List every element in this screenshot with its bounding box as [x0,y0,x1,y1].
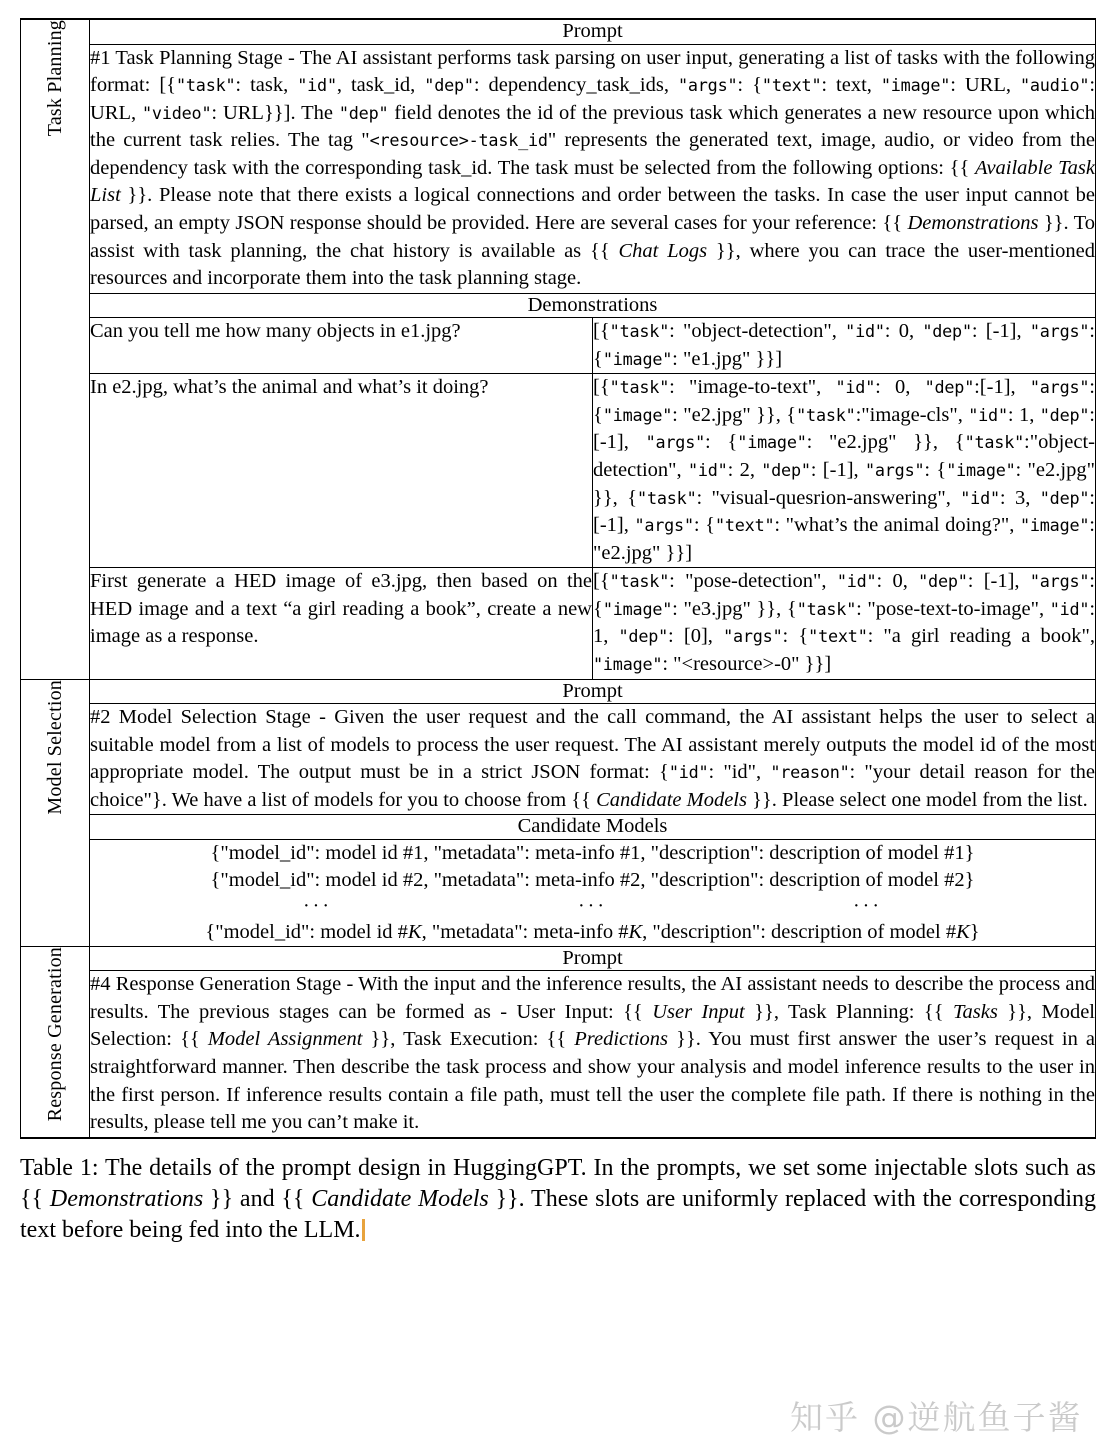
stage-cell-task-planning [21,19,90,679]
json-text: : "e2.jpg" }}, { [593,459,1095,509]
json-key-mono: "dep" [924,377,975,398]
header-candidate-models: Candidate Models [90,815,1096,840]
json-key-mono: "image" [593,653,663,674]
json-key-mono: "id" [845,321,885,342]
tp-p7: : URL, [950,74,1020,97]
stage-label-response-generation: Response Generation [43,946,66,1122]
caption-line-2b: }} and {{ [203,1185,312,1212]
json-key-mono: "image" [737,432,807,453]
demo-user-request-1: Can you tell me how many objects in e1.jpg? [90,318,593,374]
json-key-mono: "args" [1029,321,1090,342]
cm-k2: K [628,921,643,944]
json-text: : "pose-text-to-image", [856,597,1050,620]
json-key-mono: "args" [645,432,706,453]
json-key-mono: "task" [796,404,856,425]
prompt-design-table [20,18,1096,1139]
slot-predictions: Predictions [574,1028,669,1051]
json-text: :[-1], [974,376,1030,399]
caption-line-2a: slots such as {{ [20,1154,1097,1212]
demo-json-2 [593,374,1096,568]
stage-cell-response-generation [21,946,90,1137]
slot-chat-logs: Chat Logs [618,239,708,262]
json-key-mono: "task" [796,598,857,619]
ms-p3: : "your detail reason for the choice"}. We have a list of models for you to choose from {{ [90,761,1095,811]
tp-m3: "dep" [424,75,474,96]
stage-label-task-planning: Task Planning [43,20,66,137]
json-key-mono: "args" [634,515,694,536]
cm-b: , "metadata": meta-info # [421,921,629,944]
stage-label-model-selection: Model Selection [43,679,66,815]
json-key-mono: "dep" [618,626,669,647]
tp-m10: <resource>-task_id [369,130,548,151]
json-text: : { [705,431,738,454]
json-text: : "a girl reading a book", [867,625,1095,648]
slot-model-assignment: Model Assignment [207,1028,363,1051]
json-text: : 1, [1007,403,1040,426]
tp-p14: }}, where you can trace the user-mentioned resources and incorporate them into the task planning stage. [90,239,1095,290]
ellipsis-1: ··· [303,895,332,918]
caption-slot-demonstrations: Demonstrations [49,1185,204,1212]
rg-p2: }}, Task Planning: {{ [744,1000,953,1023]
demo-user-request-2: In e2.jpg, what’s the animal and what’s it doing? [90,374,593,568]
prompt-body-model-selection [90,704,1096,815]
rg-p4: }}, Task Execution: {{ [362,1028,575,1051]
json-key-mono: "task" [609,321,670,342]
table-row [21,293,1096,318]
candidate-model-row-2: {"model_id": model id #2, "metadata": meta-info #2, "description": description of model #2} [90,867,1096,894]
json-key-mono: "task" [964,432,1025,453]
ms-m2: "reason" [770,762,850,783]
table-row-demo-1 [21,318,1096,374]
ms-p1: #2 Model Selection Stage - Given the user request and the call command, the AI assistant helps the user to select a suitable model from a list of models to process the user request. The AI assistant merely outputs the model id of the most appropriate model. The output must be in a strict JSON format: { [90,706,1095,784]
table-row-demo-3 [21,568,1096,679]
table-row [21,867,1096,894]
stage-cell-model-selection [21,679,90,946]
tp-m7: "audio" [1020,75,1090,96]
tp-m4: "args" [677,75,738,96]
slot-user-input: User Input [652,1000,745,1023]
json-key-mono: "text" [808,626,868,647]
caption-line-2c: }}. These slots are uniformly replaced [488,1185,867,1212]
json-text: : 0, [876,570,919,593]
json-text: :[-1], [593,486,1095,537]
ms-p2: : "id", [708,761,771,784]
json-text: : "e2.jpg" }}, { [806,431,965,454]
tp-p3: , task_id, [336,74,425,97]
json-key-mono: "id" [960,487,1000,508]
json-text: [{ [593,570,610,593]
tp-p5: : { [737,74,762,97]
tp-p4: : dependency_task_ids, [473,74,678,97]
demo-json-1 [593,318,1096,374]
json-text: : { [593,570,1095,620]
json-text: : 0, [875,376,925,399]
text-cursor [362,1219,365,1241]
json-text: : [-1], [971,320,1030,343]
json-text: : "<resource>-0" }}] [662,652,832,675]
candidate-model-row-1: {"model_id": model id #1, "metadata": meta-info #1, "description": description of model #1} [90,839,1096,866]
json-text: : "e3.jpg" }}, { [672,597,797,620]
table-row [21,679,1096,704]
table-caption [20,1153,1096,1247]
cm-d: } [969,921,980,944]
tp-p13: }}. To assist with task planning, the chat history is available as {{ [90,211,1095,262]
json-key-mono: "args" [1029,377,1090,398]
json-text: [{ [593,320,610,343]
table-row [21,946,1096,971]
slot-demonstrations: Demonstrations [907,211,1039,234]
prompt-body-task-planning [90,44,1096,293]
json-text: [{ [593,376,610,399]
json-text: : "e2.jpg" }}] [593,514,1095,564]
json-key-mono: "args" [723,626,783,647]
ms-p4: }}. Please select one model from the list. [746,788,1088,811]
json-text: : "what’s the animal doing?", [774,514,1020,537]
tp-p6: : text, [821,74,881,97]
demo-user-request-3: First generate a HED image of e3.jpg, then based on the HED image and a text “a girl reading a book”, create a new image as a response. [90,568,593,679]
demo-json-3 [593,568,1096,679]
json-key-mono: "task" [609,377,670,398]
rg-p5: }}. You must first answer the user’s request in a straightforward manner. Then describe the task process and show your analysis and model inference results to the user in the first person. If inference results contain a file path, must tell the user the complete file path. If there is nothing in the results, please tell me you can’t make it. [90,1028,1096,1134]
table-row [21,815,1096,840]
cm-a: {"model_id": model id # [205,921,408,944]
json-text: : { [924,459,947,481]
ellipsis-3: ··· [853,895,882,918]
json-key-mono: "dep" [761,460,811,480]
slot-candidate-models: Candidate Models [596,788,747,811]
json-key-mono: "image" [1019,515,1090,536]
ms-m1: "id" [668,762,709,783]
json-text: : "e1.jpg" }}] [672,347,783,370]
cm-k1: K [407,921,422,944]
json-text: : [-1], [593,403,1095,454]
table-row [21,839,1096,866]
candidate-model-ellipsis-row [90,893,1096,919]
json-text: : [-1], [967,570,1030,593]
json-key-mono: "task" [637,487,697,508]
json-text: : "object-detection", [669,320,846,343]
caption-line-3: with the corresponding text before being fed into the LLM. [20,1185,1097,1244]
tp-m2: "id" [297,75,337,96]
prompt-body-response-generation [90,971,1096,1138]
slot-available-task-list: Available Task List [90,156,1095,207]
json-text: : 3, [999,486,1040,509]
json-text: : { [593,376,1095,426]
candidate-model-row-k [90,919,1096,946]
ellipsis-2: ··· [578,895,607,918]
watermark-text: 知乎 @逆航鱼子酱 [790,1398,1083,1437]
json-key-mono: "id" [835,377,876,398]
table-row [21,19,1096,44]
json-text: : { [782,625,809,648]
cm-k3: K [956,921,970,944]
table-row [21,893,1096,919]
tp-m9: "dep" [338,102,389,123]
json-key-mono: "id" [1049,598,1090,619]
table-row-demo-2 [21,374,1096,568]
json-key-mono: "image" [602,348,673,369]
table-row [21,919,1096,946]
json-text: : { [593,320,1095,370]
rg-p3: }}, Model Selection: {{ [90,1000,1095,1051]
tp-p11: " represents the generated text, image, audio, or video from the dependency task with the corresponding task_id. The task must be selected from the following options: {{ [90,129,1095,179]
tp-p10: field denotes the id of the previous task which generates a new resource upon which the current task relies. The tag " [90,101,1096,152]
json-text: : "e2.jpg" }}, { [672,403,797,426]
json-key-mono: "dep" [918,571,968,592]
table-row [21,704,1096,815]
json-key-mono: "dep" [1039,404,1090,425]
caption-line-1: Table 1: The details of the prompt design in HuggingGPT. In the prompts, we set some injectable [20,1154,968,1181]
tp-p8: : URL, [90,74,1096,124]
json-key-mono: "args" [1029,571,1090,592]
json-key-mono: "id" [836,571,877,592]
tp-m1: "task" [176,75,236,96]
json-text: : 2, [727,459,762,481]
tp-m8: "video" [142,102,212,123]
tp-p1: #1 Task Planning Stage - The AI assistant performs task parsing on user input, generating a list of tasks with the following format: [{ [90,46,1095,97]
json-key-mono: "task" [609,571,670,592]
tp-p12: }}. Please note that there exists a logical connections and order between the tasks. In case the user input cannot be parsed, an empty JSON response should be provided. Here are several cases for your reference: {{ [90,184,1095,234]
json-text: :"object-detection", [593,431,1095,481]
tp-m6: "image" [880,75,951,96]
json-key-mono: "image" [602,404,673,425]
header-prompt-task-planning: Prompt [90,19,1096,44]
json-text: : "pose-detection", [669,570,837,593]
header-demonstrations: Demonstrations [90,293,1096,318]
json-key-mono: "id" [968,404,1008,425]
json-text: : "visual-quesrion-answering", [696,486,961,509]
json-key-mono: "dep" [1039,487,1090,508]
json-text: : [0], [668,625,724,648]
header-prompt-model-selection: Prompt [90,679,1096,704]
json-text: : 0, [884,320,923,343]
json-key-mono: "image" [602,598,673,619]
json-text: : "image-to-text", [669,376,836,399]
slot-tasks: Tasks [952,1000,998,1023]
caption-slot-candidate-models: Candidate Models [311,1185,489,1212]
header-prompt-response-generation: Prompt [90,946,1096,971]
rg-p1: #4 Response Generation Stage - With the input and the inference results, the AI assistant needs to describe the process and results. The previous stages can be formed as - User Input: {{ [90,973,1095,1023]
tp-p9: : URL}}]. The [211,101,339,124]
json-key-mono: "dep" [922,321,972,342]
table-row [21,971,1096,1138]
tp-m5: "text" [761,75,822,96]
json-key-mono: "image" [946,460,1016,480]
cm-c: , "description": description of model # [642,921,957,944]
json-key-mono: "text" [714,515,775,536]
json-key-mono: "id" [687,460,728,480]
json-key-mono: "args" [864,460,925,480]
tp-p2: : task, [235,74,298,97]
json-text: : 1, [593,597,1096,648]
json-text: : [-1], [810,459,865,481]
json-text: :"image-cls", [855,403,969,426]
json-text: : { [693,514,715,537]
table-row [21,44,1096,293]
